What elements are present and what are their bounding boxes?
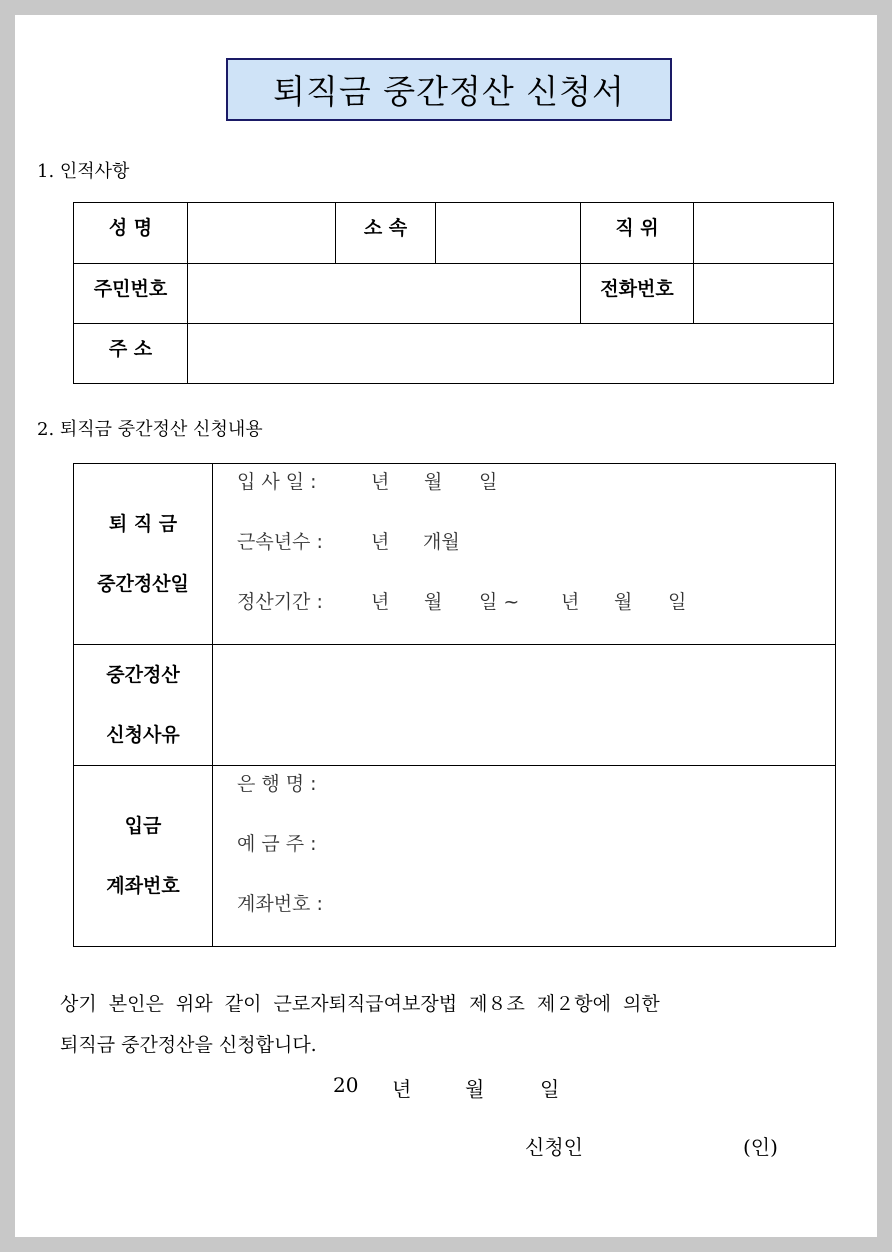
date-year-prefix: 20 [333, 1073, 359, 1097]
period-start-year-unit: 년 [371, 591, 390, 613]
name-label: 성 명 [74, 203, 188, 264]
settlement-date-label-line1: 퇴 직 금 [108, 513, 178, 535]
account-label-line1: 입금 [124, 815, 162, 837]
resident-no-label: 주민번호 [74, 264, 188, 324]
personal-info-table [73, 202, 834, 384]
bank-name-label: 은 행 명 : [237, 773, 317, 795]
join-date-label: 입 사 일 : [237, 471, 317, 493]
department-field[interactable] [436, 203, 581, 264]
position-label: 직 위 [581, 203, 694, 264]
reason-label-line2: 신청사유 [106, 724, 180, 746]
settlement-period-label: 정산기간 : [237, 591, 323, 613]
service-years-line[interactable] [213, 524, 835, 584]
settlement-date-label-line2: 중간정산일 [97, 573, 189, 595]
seal-mark[interactable]: (인) [743, 1135, 778, 1159]
section1-heading: 1. 인적사항 [37, 161, 130, 182]
account-holder-label: 예 금 주 : [237, 833, 317, 855]
reason-field[interactable] [213, 645, 836, 766]
period-end-day-unit: 일 [668, 591, 687, 613]
phone-label: 전화번호 [581, 264, 694, 324]
period-start-month-unit: 월 [424, 591, 443, 613]
reason-label-line1: 중간정산 [106, 664, 180, 686]
resident-no-field[interactable] [188, 264, 581, 324]
account-label [74, 766, 213, 947]
date-day-unit: 일 [540, 1077, 560, 1101]
settlement-date-label [74, 464, 213, 645]
address-field[interactable] [188, 324, 834, 384]
service-month-unit: 개월 [423, 531, 460, 553]
service-years-label: 근속년수 : [237, 531, 323, 553]
period-end-month-unit: 월 [614, 591, 633, 613]
date-year-unit: 년 [392, 1077, 412, 1101]
statement-line2: 퇴직금 중간정산을 신청합니다. [60, 1034, 317, 1056]
form-page [15, 15, 877, 1237]
period-start-day-unit: 일 ~ [479, 591, 520, 613]
account-number-label: 계좌번호 : [237, 893, 323, 915]
phone-field[interactable] [694, 264, 834, 324]
section2-heading: 2. 퇴직금 중간정산 신청내용 [37, 419, 263, 440]
applicant-label: 신청인 [525, 1135, 583, 1159]
account-label-line2: 계좌번호 [106, 875, 180, 897]
bank-name-line[interactable] [213, 766, 835, 826]
join-year-unit: 년 [371, 471, 390, 493]
settlement-date-fields [213, 464, 836, 645]
form-title: 퇴직금 중간정산 신청서 [226, 58, 672, 121]
department-label: 소 속 [336, 203, 436, 264]
service-year-unit: 년 [371, 531, 390, 553]
account-holder-line[interactable] [213, 826, 835, 886]
address-label: 주 소 [74, 324, 188, 384]
position-field[interactable] [694, 203, 834, 264]
date-month-unit: 월 [465, 1077, 485, 1101]
join-date-line[interactable] [213, 464, 835, 524]
period-end-year-unit: 년 [561, 591, 580, 613]
join-day-unit: 일 [479, 471, 498, 493]
join-month-unit: 월 [424, 471, 443, 493]
request-table [73, 463, 836, 947]
name-field[interactable] [188, 203, 336, 264]
reason-label [74, 645, 213, 766]
account-fields [213, 766, 836, 947]
account-number-line[interactable] [213, 886, 835, 946]
statement-line1: 상기 본인은 위와 같이 근로자퇴직급여보장법 제８조 제２항에 의한 [60, 993, 660, 1015]
settlement-period-line[interactable] [213, 584, 835, 644]
